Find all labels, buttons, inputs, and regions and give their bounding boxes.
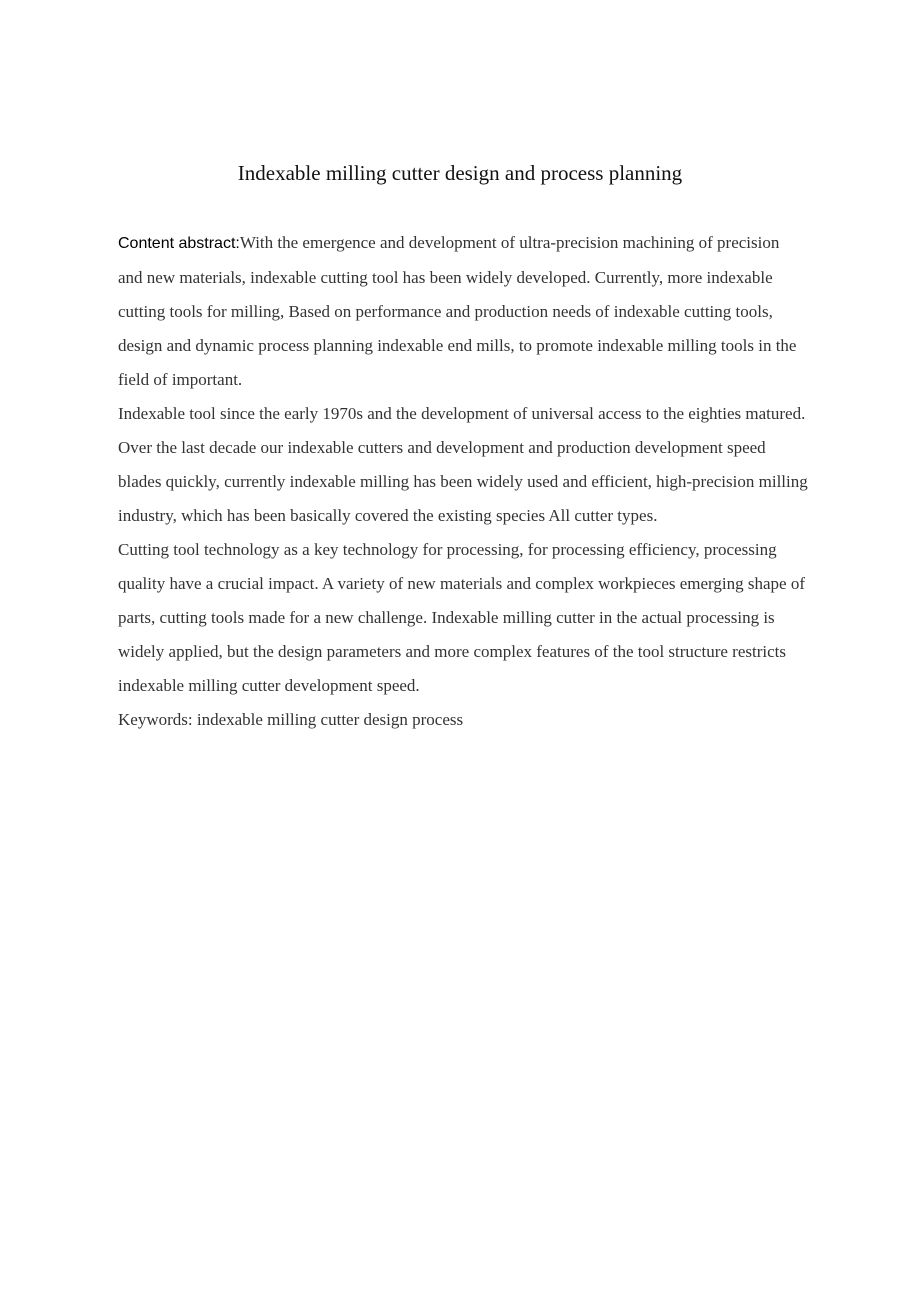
abstract-paragraph <box>118 226 808 397</box>
abstract-text: With the emergence and development of ultra-precision machining of precision and new materials, indexable cutting tool has been widely developed. Currently, more indexable cutting tools for milling, Based on performance and production needs of indexable cutting tools, design and dynamic process planning indexable end mills, to promote indexable milling tools in the field of important. <box>118 233 797 389</box>
document-title: Indexable milling cutter design and process planning <box>237 161 683 185</box>
abstract-label: Content abstract: <box>118 235 240 252</box>
technology-paragraph: Cutting tool technology as a key technology for processing, for processing efficiency, processing quality have a crucial impact. A variety of new materials and complex workpieces emerging shape of parts, cutting tools made for a new challenge. Indexable milling cutter in the actual processing is widely applied, but the design parameters and more complex features of the tool structure restricts indexable milling cutter development speed. <box>118 540 805 695</box>
keywords-line: Keywords: indexable milling cutter design process <box>118 710 464 729</box>
document-body <box>118 226 808 737</box>
history-paragraph: Indexable tool since the early 1970s and the development of universal access to the eighties matured. Over the last decade our indexable cutters and development and production development speed blades quickly, currently indexable milling has been widely used and efficient, high-precision milling industry, which has been basically covered the existing species All cutter types. <box>118 404 808 525</box>
